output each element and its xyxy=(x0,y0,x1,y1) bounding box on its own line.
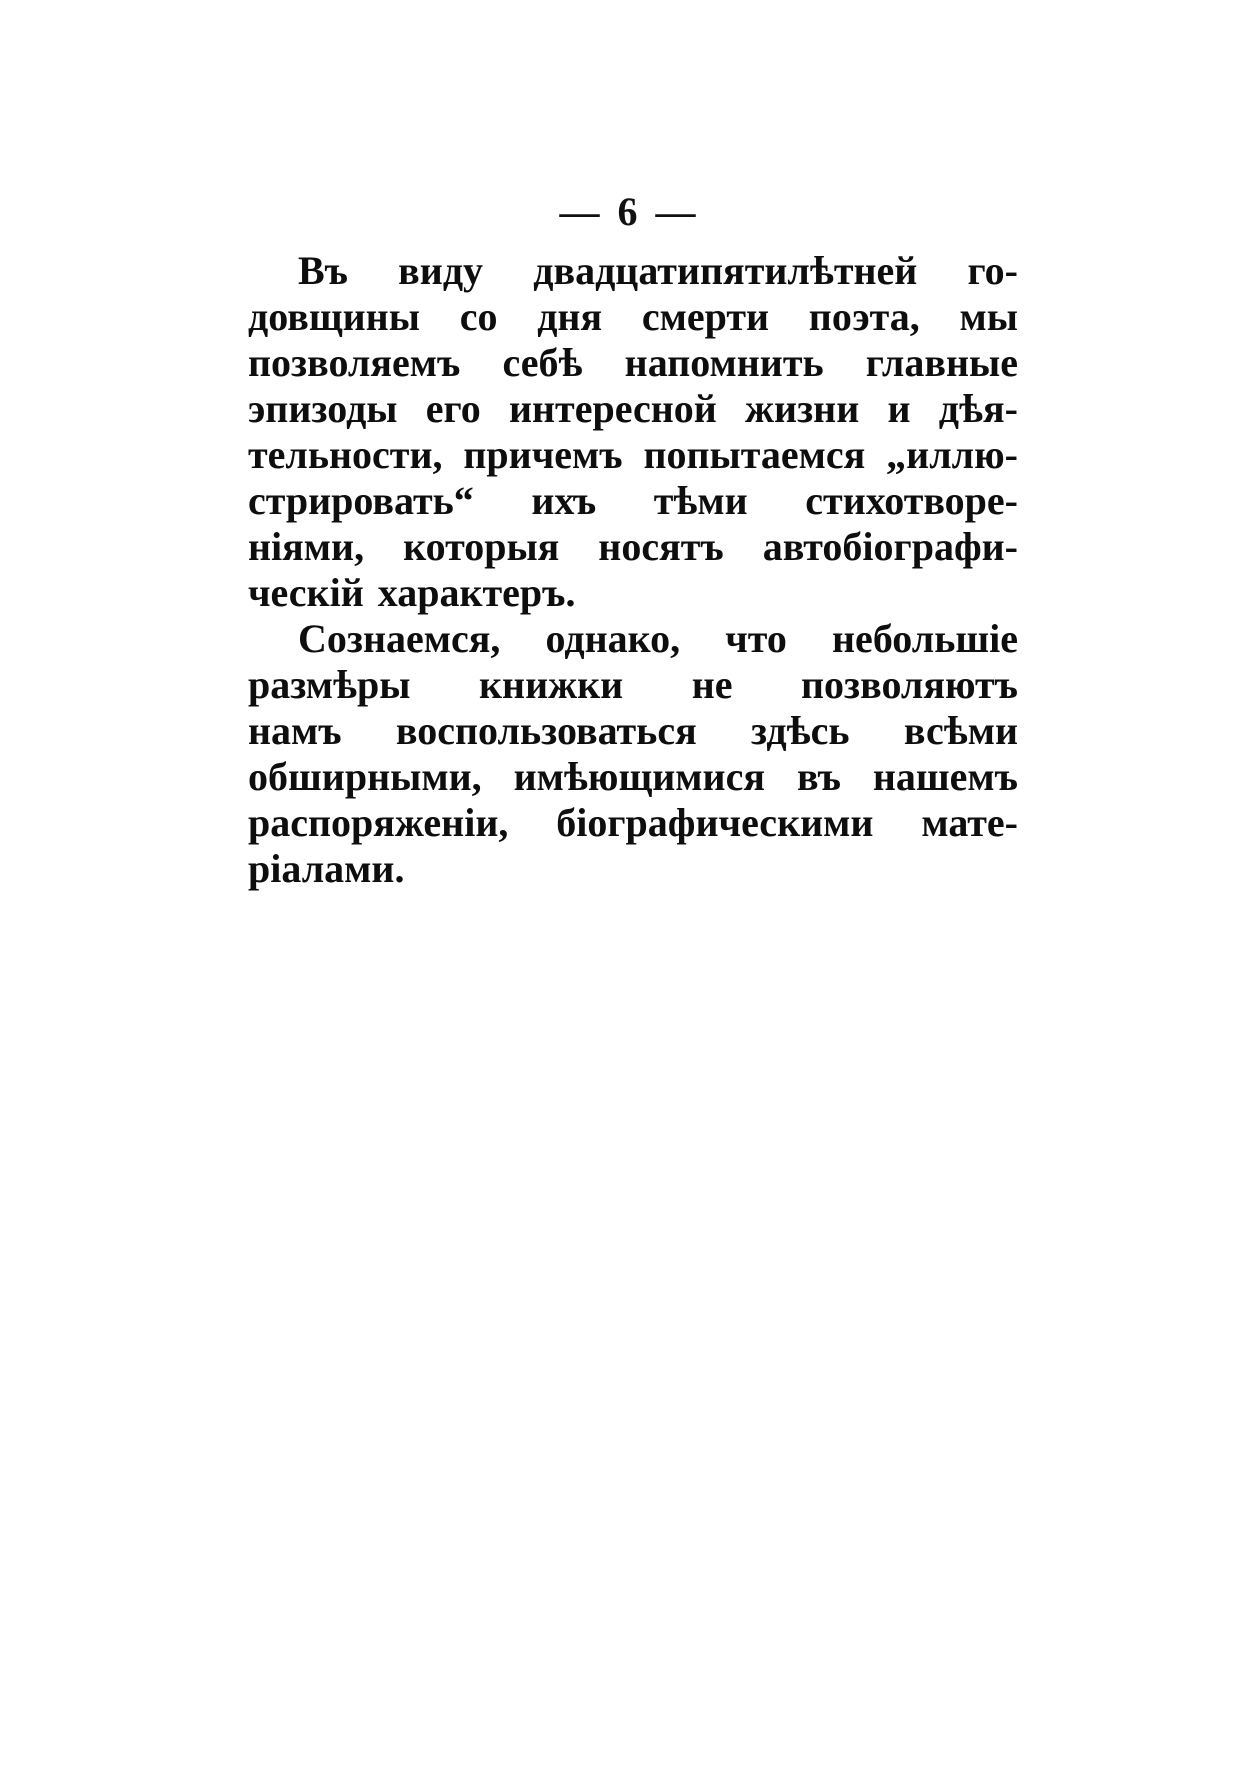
text-line: Въ виду двадцатипятилѣтней го- xyxy=(298,248,1018,293)
paragraph-1 xyxy=(248,248,1018,616)
text-line: эпизоды его интересной жизни и дѣя- xyxy=(248,386,1018,431)
page-number: — 6 — xyxy=(559,189,700,234)
text-line: стрировать“ ихъ тѣми стихотворе- xyxy=(248,478,1018,523)
text-line: обширными, имѣющимися въ нашемъ xyxy=(248,754,1018,799)
text-line: ческій характеръ. xyxy=(248,570,576,615)
text-line: довщины со дня смерти поэта, мы xyxy=(248,294,1018,339)
paragraph-2 xyxy=(248,616,1018,892)
text-line: ніями, которыя носятъ автобіографи- xyxy=(248,524,1018,569)
text-line: Сознаемся, однако, что небольшіе xyxy=(298,616,1018,661)
text-line: намъ воспользоваться здѣсь всѣми xyxy=(248,708,1018,753)
body-text xyxy=(248,248,1018,892)
text-line: размѣры книжки не позволяютъ xyxy=(248,662,1018,707)
text-line: позволяемъ себѣ напомнить главные xyxy=(248,340,1018,385)
text-line: распоряженіи, біографическими мате- xyxy=(248,800,1018,845)
text-line: тельности, причемъ попытаемся „иллю- xyxy=(248,432,1018,477)
text-line: ріалами. xyxy=(248,846,405,891)
